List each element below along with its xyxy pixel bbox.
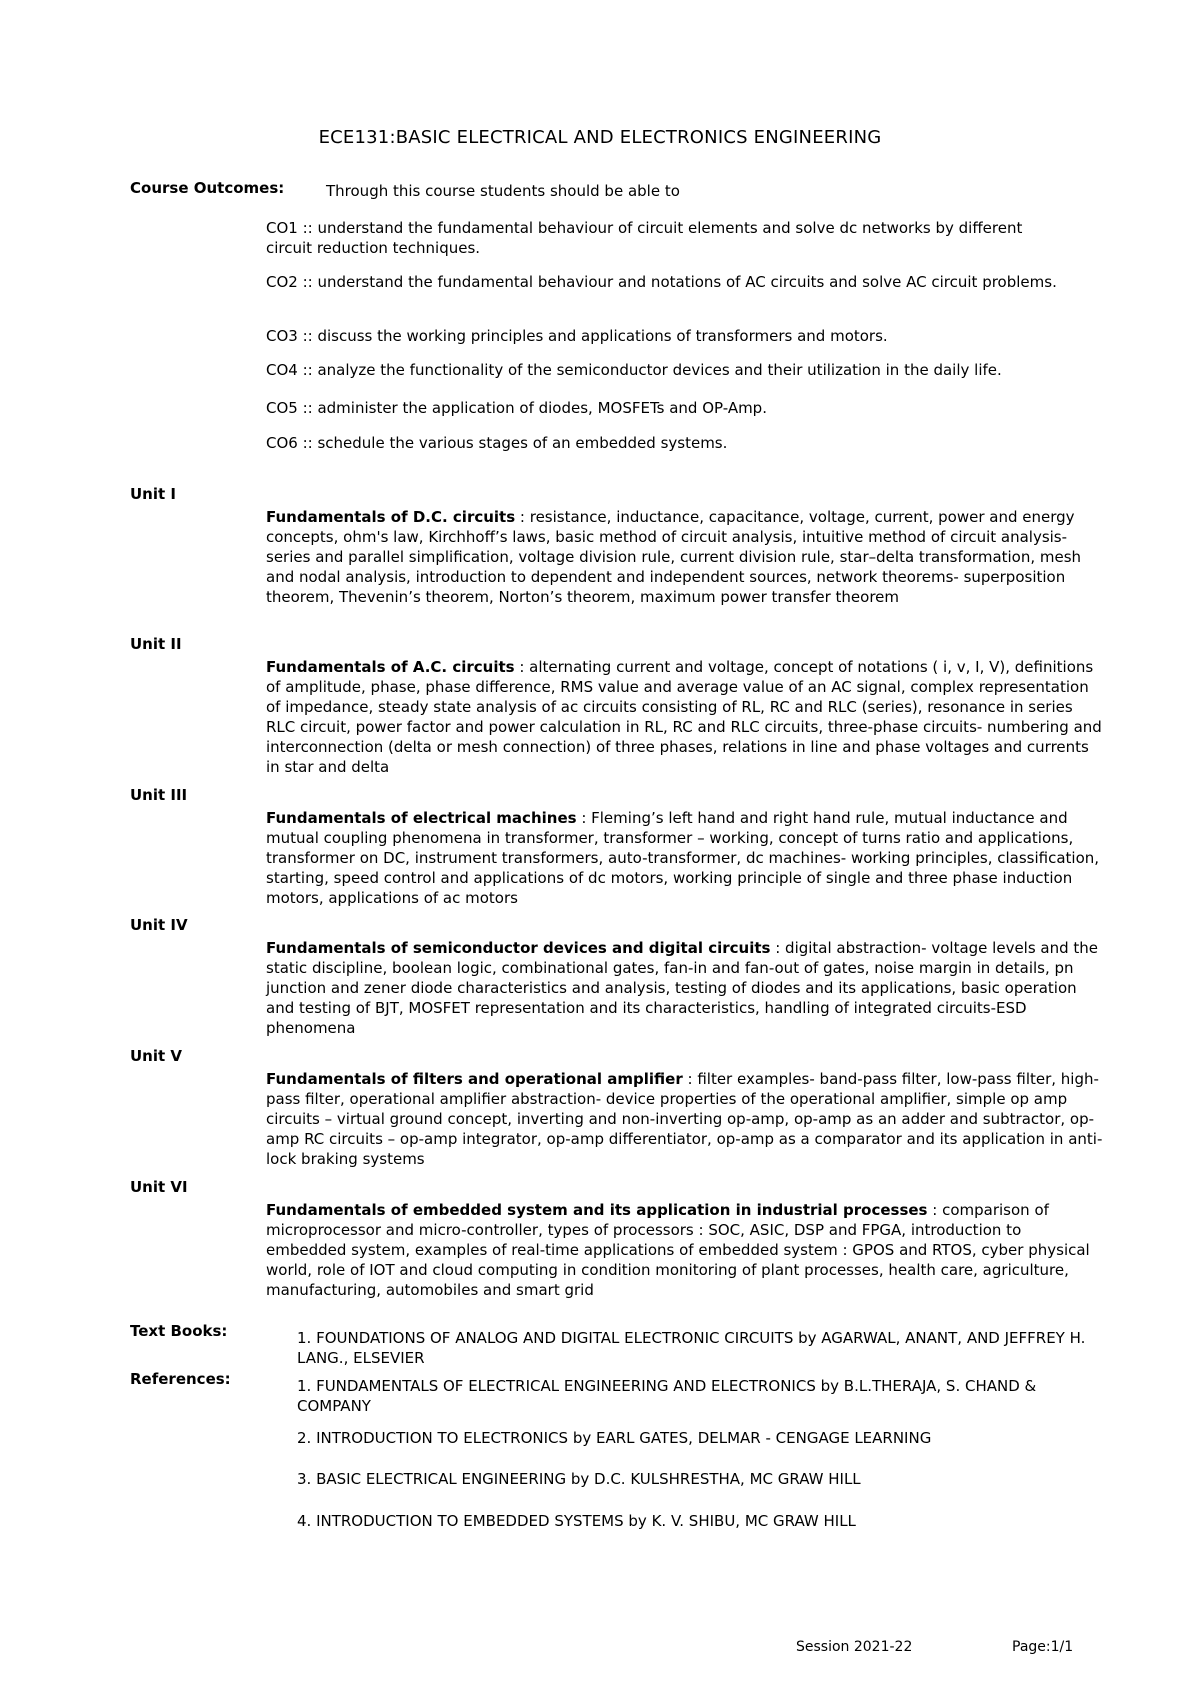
unit-label: Unit IV (130, 916, 188, 934)
unit-text: : Fleming’s left hand and right hand rule, mutual inductance and mutual coupling phenomena in transformer, transformer – working, concept of turns ratio and applications, transformer on DC, instrument transformers, auto-transformer, dc machines- working principles, classification, starting, speed control and applications of dc motors, working principle of single and three phase induction motors, applications of ac motors (266, 809, 1100, 907)
reference-item: 2. INTRODUCTION TO ELECTRONICS by EARL GATES, DELMAR - CENGAGE LEARNING (297, 1429, 932, 1447)
references-label: References: (130, 1370, 231, 1388)
course-outcome-item: CO4 :: analyze the functionality of the semiconductor devices and their utilization in the daily life. (266, 361, 1002, 379)
unit-heading: Fundamentals of embedded system and its application in industrial processes (266, 1201, 928, 1219)
unit-label: Unit I (130, 485, 176, 503)
reference-item: 3. BASIC ELECTRICAL ENGINEERING by D.C. KULSHRESTHA, MC GRAW HILL (297, 1470, 861, 1488)
unit-label: Unit II (130, 635, 182, 653)
unit-text: : filter examples- band-pass filter, low-pass filter, high-pass filter, operational amplifier abstraction- device properties of the operational amplifier, simple op amp circuits – virtual ground concept, inverting and non-inverting op-amp, op-amp as an adder and subtractor, op-amp RC circuits – op-amp integrator, op-amp differentiator, op-amp as a comparator and its application in anti-lock braking systems (266, 1070, 1103, 1168)
course-outcome-item: CO5 :: administer the application of diodes, MOSFETs and OP-Amp. (266, 399, 767, 417)
unit-label: Unit III (130, 786, 188, 804)
course-outcome-item: CO6 :: schedule the various stages of an embedded systems. (266, 434, 728, 452)
unit-description (266, 1200, 1106, 1300)
course-outcomes-intro: Through this course students should be able to (326, 182, 680, 200)
unit-text: : digital abstraction- voltage levels and the static discipline, boolean logic, combinational gates, fan-in and fan-out of gates, noise margin in details, pn junction and zener diode characteristics and analysis, testing of diodes and its applications, basic operation and testing of BJT, MOSFET representation and its characteristics, handling of integrated circuits-ESD phenomena (266, 939, 1099, 1037)
reference-item: 4. INTRODUCTION TO EMBEDDED SYSTEMS by K. V. SHIBU, MC GRAW HILL (297, 1512, 856, 1530)
unit-heading: Fundamentals of D.C. circuits (266, 508, 516, 526)
unit-label: Unit V (130, 1047, 183, 1065)
page-number: Page:1/1 (1012, 1639, 1074, 1655)
course-outcome-item: CO1 :: understand the fundamental behaviour of circuit elements and solve dc networks by different circuit reduction techniques. (266, 219, 1023, 257)
course-outcomes-label: Course Outcomes: (130, 179, 285, 197)
unit-description (266, 808, 1106, 908)
course-outcome-item: CO3 :: discuss the working principles and applications of transformers and motors. (266, 327, 888, 345)
unit-description (266, 1069, 1106, 1169)
unit-text: : resistance, inductance, capacitance, voltage, current, power and energy concepts, ohm's law, Kirchhoff’s laws, basic method of circuit analysis, intuitive method of circuit analysis- series and parallel simplification, voltage division rule, current division rule, star–delta transformation, mesh and nodal analysis, introduction to dependent and independent sources, network theorems- superposition theorem, Thevenin’s theorem, Norton’s theorem, maximum power transfer theorem (266, 508, 1082, 606)
unit-description (266, 657, 1106, 777)
unit-description (266, 938, 1106, 1038)
unit-heading: Fundamentals of semiconductor devices and digital circuits (266, 939, 771, 957)
unit-text: : alternating current and voltage, concept of notations ( i, v, I, V), definitions of amplitude, phase, phase difference, RMS value and average value of an AC signal, complex representation of impedance, steady state analysis of ac circuits consisting of RL, RC and RLC (series), resonance in series RLC circuit, power factor and power calculation in RL, RC and RLC circuits, three-phase circuits- numbering and interconnection (delta or mesh connection) of three phases, relations in line and phase voltages and currents in star and delta (266, 658, 1102, 776)
unit-heading: Fundamentals of A.C. circuits (266, 658, 515, 676)
reference-item: 1. FUNDAMENTALS OF ELECTRICAL ENGINEERING AND ELECTRONICS by B.L.THERAJA, S. CHAND & COMPANY (297, 1377, 1037, 1415)
text-books-label: Text Books: (130, 1322, 228, 1340)
unit-description (266, 507, 1106, 607)
document-title: ECE131:BASIC ELECTRICAL AND ELECTRONICS ENGINEERING (318, 127, 882, 148)
unit-label: Unit VI (130, 1178, 188, 1196)
session-footer: Session 2021-22 (796, 1639, 913, 1655)
course-outcome-item: CO2 :: understand the fundamental behaviour and notations of AC circuits and solve AC circuit problems. (266, 273, 1057, 291)
unit-heading: Fundamentals of filters and operational amplifier (266, 1070, 683, 1088)
unit-text: : comparison of microprocessor and micro-controller, types of processors : SOC, ASIC, DSP and FPGA, introduction to embedded system, examples of real-time applications of embedded system : GPOS and RTOS, cyber physical world, role of IOT and cloud computing in condition monitoring of plant processes, health care, agriculture, manufacturing, automobiles and smart grid (266, 1201, 1090, 1299)
unit-heading: Fundamentals of electrical machines (266, 809, 577, 827)
text-book-item: 1. FOUNDATIONS OF ANALOG AND DIGITAL ELECTRONIC CIRCUITS by AGARWAL, ANANT, AND JEFFREY H. LANG., ELSEVIER (297, 1329, 1086, 1367)
